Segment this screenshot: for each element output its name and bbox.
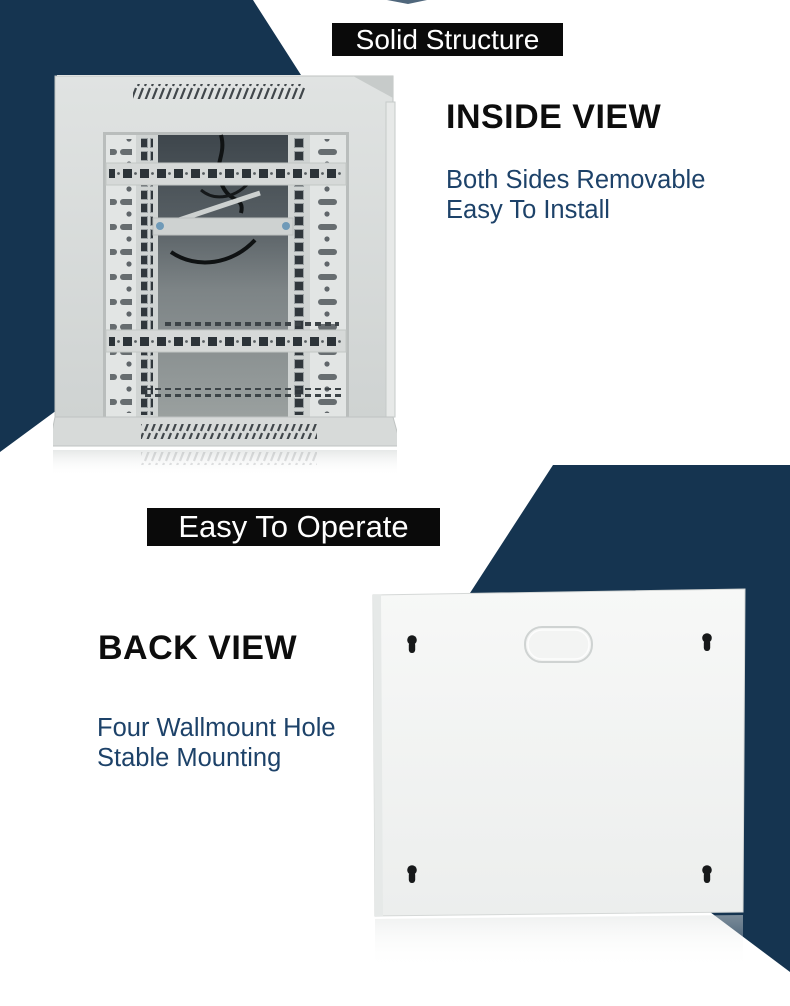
- banner-solid-structure: Solid Structure: [332, 23, 563, 56]
- description-line: Both Sides Removable: [446, 166, 706, 194]
- description-line: Four Wallmount Hole: [97, 714, 336, 742]
- cross-rail-lower: [106, 330, 346, 352]
- back-view-photo: [358, 583, 790, 1006]
- back-view-description: [97, 713, 336, 773]
- inside-view-description: [446, 165, 705, 225]
- description-line: Stable Mounting: [97, 744, 282, 772]
- reflection: [375, 915, 743, 969]
- back-view-heading: BACK VIEW: [98, 629, 298, 667]
- decor-sliver-top: [387, 0, 427, 4]
- inside-view-heading: INSIDE VIEW: [446, 98, 662, 136]
- cabinet-inside: [53, 76, 397, 476]
- inside-view-photo: [53, 72, 397, 478]
- vent-grille-icon: [141, 424, 317, 439]
- shelf: [153, 218, 293, 235]
- side-door-edge: [386, 102, 395, 417]
- cross-rail-upper: [106, 163, 346, 185]
- handle-cutout-icon: [525, 627, 592, 662]
- interior-vent-row: [161, 320, 339, 327]
- floor-vent-row: [145, 388, 341, 397]
- description-line: Easy To Install: [446, 196, 610, 224]
- back-panel: [373, 589, 745, 969]
- banner-easy-to-operate: Easy To Operate: [147, 508, 440, 546]
- vent-grille-icon: [133, 84, 305, 99]
